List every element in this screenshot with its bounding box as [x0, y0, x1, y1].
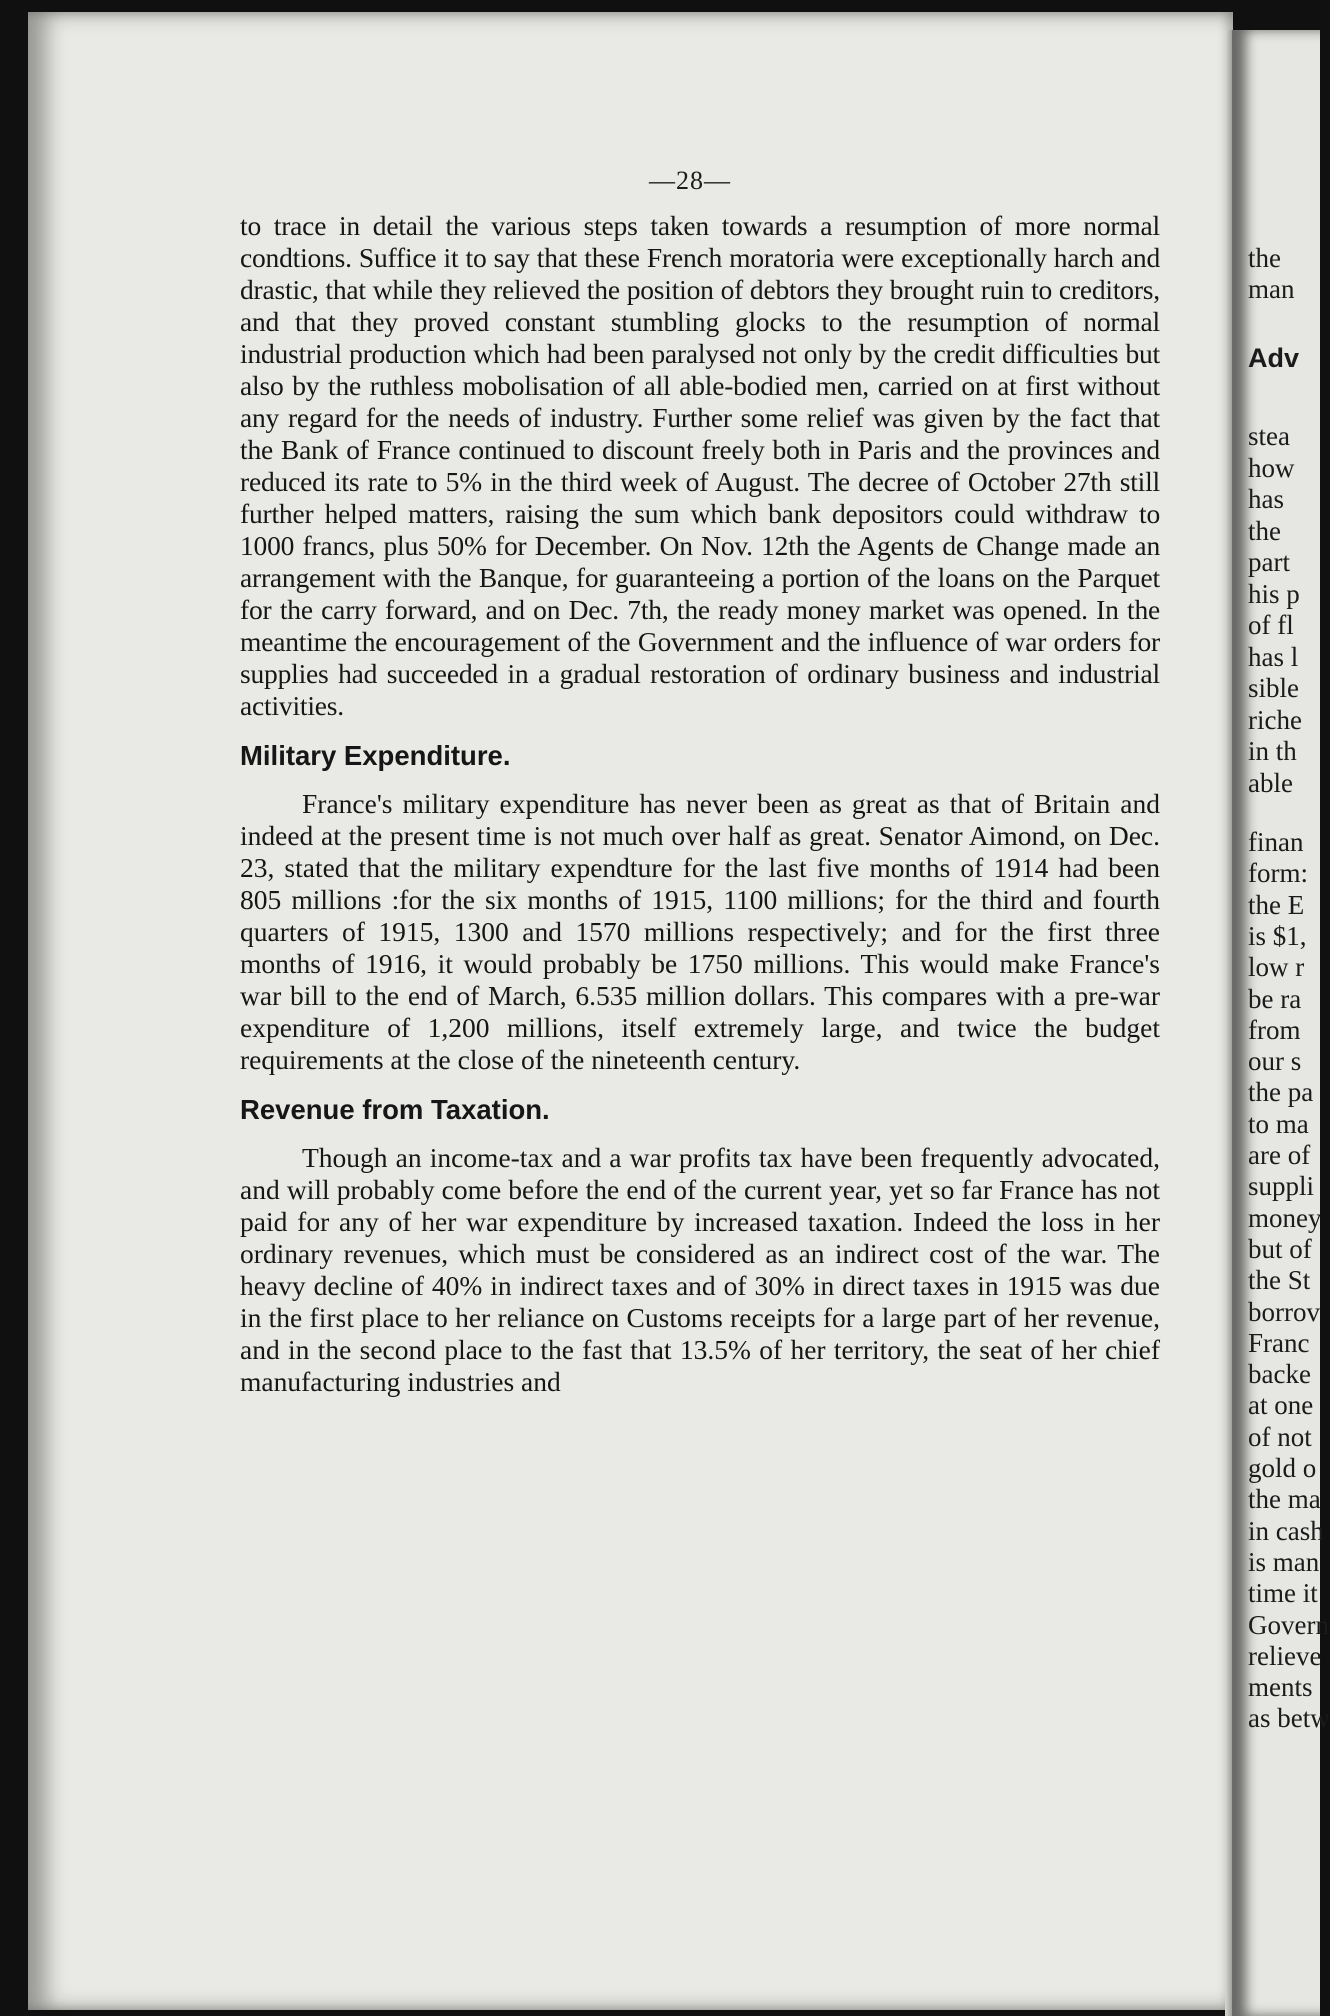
page-body — [240, 210, 1160, 1398]
facing-page — [1232, 30, 1330, 2016]
facing-page-line: but of — [1248, 1233, 1312, 1264]
facing-page-line: at one — [1248, 1390, 1314, 1421]
facing-page-line: finan — [1248, 827, 1304, 857]
facing-page-line: man — [1248, 274, 1295, 304]
facing-page-line: as betw — [1248, 1703, 1330, 1734]
heading-revenue-from-taxation: Revenue from Taxation. — [240, 1094, 550, 1125]
facing-page-line: is $1, — [1248, 920, 1307, 951]
heading-military-expenditure: Military Expenditure. — [240, 740, 511, 771]
facing-page-line: be ra — [1248, 983, 1302, 1014]
facing-page-line: the — [1248, 243, 1281, 273]
facing-page-line: backe — [1248, 1359, 1311, 1390]
facing-page-line: gold o — [1248, 1453, 1317, 1483]
facing-page-line: of fl — [1248, 610, 1294, 640]
facing-page-line: borrov — [1248, 1296, 1320, 1327]
paragraph-military-expenditure: France's military expenditure has never been as great as that of Britain and indeed at the present time is not much over half as great. Senator Aimond, on Dec. 23, stated that the military expendture for the last five months of 1914 had been 805 millions :for the six months of 1915, 1100 millions; for the third and fourth quarters of 1915, 1300 and 1570 millions respectively; and for the first three months of 1916, it would probably be 1750 millions. This would make France's war bill to the end of March, 6.535 million dollars. This compares with a pre-war expenditure of 1,200 millions, itself extremely large, and twice the budget requirements at the close of the nineteenth century. — [240, 788, 1160, 1075]
facing-page-line: from — [1248, 1014, 1301, 1045]
facing-page-line: time it — [1248, 1578, 1318, 1609]
facing-page-line: Govern — [1248, 1609, 1329, 1640]
facing-page-line: low r — [1248, 952, 1305, 983]
facing-page-line: in th — [1248, 736, 1297, 766]
facing-page-line: are of — [1248, 1140, 1311, 1170]
facing-page-line: has — [1248, 484, 1284, 514]
facing-page-line: his p — [1248, 578, 1300, 609]
page-number: —28— — [649, 166, 731, 195]
facing-page-line: suppli — [1248, 1171, 1315, 1202]
facing-page-line: has l — [1248, 641, 1299, 672]
facing-page-line: ments — [1248, 1672, 1313, 1703]
facing-page-line: money — [1248, 1202, 1322, 1233]
facing-page-line: how — [1248, 452, 1295, 483]
facing-page-line: form: — [1248, 858, 1308, 889]
facing-page-line: part — [1248, 547, 1290, 577]
paragraph-revenue-from-taxation: Though an income-tax and a war profits tax have been frequently advocated, and will probably come before the end of the current year, yet so far France has not paid for any of her war expenditure by increased taxation. Indeed the loss in her ordinary revenues, which must be considered as an indirect cost of the war. The heavy decline of 40% in indirect taxes and of 30% in direct taxes in 1915 was due in the first place to her reliance on Customs receipts for a large part of her revenue, and in the second place to the fast that 13.5% of her territory, the seat of her chief manufacturing industries and — [240, 1142, 1160, 1397]
facing-page-line: in cash — [1248, 1515, 1324, 1546]
facing-page-line: riche — [1248, 704, 1302, 735]
facing-page-line: the ma — [1248, 1484, 1321, 1515]
facing-page-line: the E — [1248, 889, 1305, 920]
facing-page-line: is man — [1248, 1546, 1320, 1577]
facing-page-line: our s — [1248, 1046, 1302, 1077]
facing-page-line: to ma — [1248, 1108, 1309, 1139]
facing-page-line: the St — [1248, 1265, 1311, 1296]
facing-page-line: stea — [1248, 421, 1290, 451]
facing-page-line: the — [1248, 515, 1281, 546]
facing-page-line: of not — [1248, 1421, 1312, 1452]
facing-page-line: able — [1248, 767, 1293, 798]
facing-page-line: sible — [1248, 673, 1299, 703]
facing-page-heading: Adv — [1248, 343, 1300, 373]
facing-page-line: the pa — [1248, 1077, 1314, 1108]
facing-page-line: relieve — [1248, 1640, 1322, 1671]
paragraph-moratoria: to trace in detail the various steps taken towards a resumption of more normal condtions. Suffice it to say that these French moratoria were exceptionally harch and drastic, that while they relieved the position of debtors they brought ruin to creditors, and that they proved constant stumbling glocks to the resumption of normal industrial production which had been paralysed not only by the credit difficulties but also by the ruthless mobolisation of all able-bodied men, carried on at first without any regard for the needs of industry. Further some relief was given by the fact that the Bank of France continued to discount freely both in Paris and the provinces and reduced its rate to 5% in the third week of August. The decree of October 27th still further helped matters, raising the sum which bank depositors could withdraw to 1000 francs, plus 50% for December. On Nov. 12th the Agents de Change made an arrangement with the Banque, for guaranteeing a portion of the loans on the Parquet for the carry forward, and on Dec. 7th, the ready money market was opened. In the meantime the encouragement of the Government and the influence of war orders for supplies had succeeded in a gradual restoration of ordinary business and industrial activities. — [240, 210, 1160, 721]
facing-page-line: Franc — [1248, 1327, 1310, 1358]
